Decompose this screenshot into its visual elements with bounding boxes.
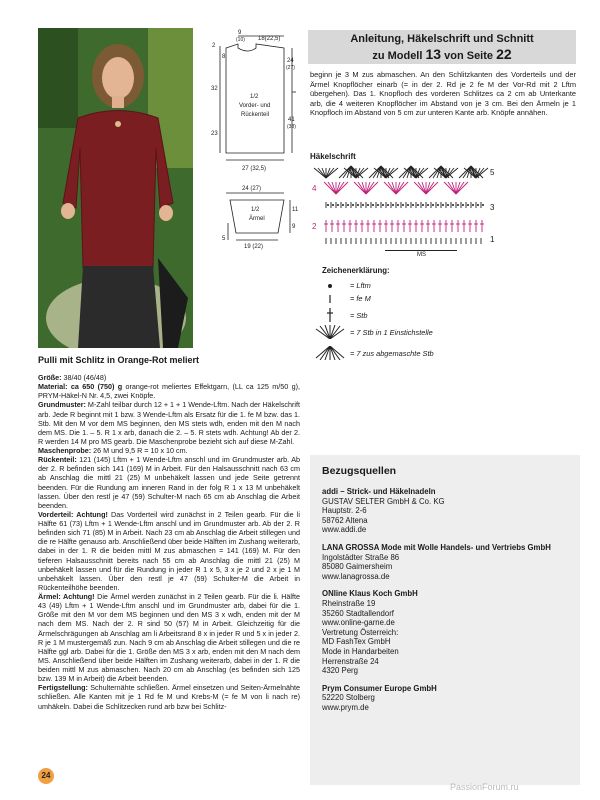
supplier-name: ONline Klaus Koch GmbH (322, 589, 418, 599)
instruction-paragraph: Grundmuster: M-Zahl teilbar durch 12 + 1 + 1 Wende-Lftm. Nach der Häkelschrift arb. Jede R beginnt mit 1 bzw. 3 Wende-Lftm als Ersatz für die 1. fe M bzw. das 1. Stb. Mit den M vor dem MS beginnen, den MS stets wdh, enden mit den M nach dem MS. Die 1. – 5. R 1 x arb, danach die 2. – 5. R stets wdh. Achtung! Ab der 2. R werden 14 M pro MS gearb. Die Maschenprobe bezieht sich auf diese M-Zahl. (38, 400, 300, 446)
supplier-entry (322, 589, 568, 675)
supplier-line: Ingolstädter Straße 86 (322, 552, 400, 562)
supplier-line: 4320 Perg (322, 666, 358, 676)
pattern-title: Pulli mit Schlitz in Orange-Rot meliert (38, 355, 200, 365)
crochet-chart (308, 160, 508, 270)
svg-text:41: 41 (288, 117, 295, 123)
dagger-icon (310, 308, 350, 322)
schem-top-left: 9 (238, 30, 242, 36)
svg-text:(27): (27) (286, 65, 295, 71)
row-label-5: 5 (490, 168, 495, 177)
svg-text:Vorder- und: Vorder- und (239, 103, 271, 109)
svg-text:(38): (38) (287, 124, 296, 130)
model-photo (38, 28, 193, 348)
pattern-instructions (38, 373, 300, 711)
svg-text:32: 32 (211, 86, 218, 92)
row-label-3: 3 (490, 203, 495, 212)
legend-item-lftm: = Lftm (310, 281, 371, 290)
instruction-paragraph: Größe: 38/40 (46/48) (38, 373, 107, 382)
legend-item-stb: = Stb (310, 308, 367, 322)
supplier-name: Prym Consumer Europe GmbH (322, 683, 437, 693)
header-line2: zu Modell 13 von Seite 22 (372, 46, 512, 62)
supplier-line: 58762 Altena (322, 515, 368, 525)
page-ref: 22 (496, 46, 512, 62)
header-line1: Anleitung, Häkelschrift und Schnitt (350, 33, 534, 45)
suppliers-box (310, 455, 580, 785)
legend-item-fem: = fe M (310, 294, 371, 303)
supplier-line: www.online-garne.de (322, 618, 395, 628)
svg-text:8: 8 (222, 54, 226, 60)
instruction-paragraph: Rückenteil: 121 (145) Lftm + 1 Wende-Lftm anschl und im Grundmuster arb. Ab der 2. R befinden sich 141 (169) M in Arbeit. Für den Halsausschnitt nach 63 cm ab Anschlag die mittl 21 (25) M unbehäkelt lassen und jede Seite getrennt beenden. Für die Rundung am inneren Rand in der folg R 1 x 13 M unbehäkelt lassen. Über den restl je 47 (59) Schulter-M nach 65 cm ab Anschlag die Arbeit beenden. (38, 455, 300, 510)
supplier-line: Hauptstr. 2-6 (322, 506, 367, 516)
supplier-name: addi – Strick- und Häkelnadeln (322, 487, 436, 496)
supplier-line: 52220 Stolberg (322, 693, 375, 703)
svg-text:27 (32,5): 27 (32,5) (242, 166, 267, 172)
suppliers-title: Bezugsquellen (322, 465, 397, 477)
row-label-4: 4 (312, 184, 317, 193)
legend-title: Zeichenerklärung: (322, 266, 390, 275)
svg-text:2: 2 (212, 43, 216, 49)
supplier-line: Herrenstraße 24 (322, 656, 379, 666)
supplier-line: www.lanagrossa.de (322, 571, 390, 581)
svg-text:24 (27): 24 (27) (242, 186, 262, 192)
instruction-paragraph: Fertigstellung: Schulternähte schließen. Ärmel einsetzen und Seiten-Ärmelnähte schließen. Alle Kanten mit je 1 Rd fe M und Krebs-M (= fe M von li nach re) umhäkeln. Dabei die Schlitzecken rund arb bzw bei Schlitz- (38, 683, 300, 711)
cluster-icon (310, 346, 350, 360)
svg-text:19 (22): 19 (22) (244, 244, 264, 250)
instructions-header (308, 30, 576, 64)
ms-label: MS (417, 252, 426, 258)
supplier-line: Mode in Handarbeiten (322, 646, 399, 656)
supplier-entry (322, 543, 568, 581)
supplier-entry (322, 487, 568, 535)
row-label-2: 2 (312, 222, 317, 231)
ms-bracket (385, 250, 457, 251)
legend-item-fan: = 7 Stb in 1 Einstichstelle (310, 325, 433, 339)
svg-text:1/2: 1/2 (250, 94, 259, 100)
dot-icon (310, 283, 350, 289)
supplier-line: Vertretung Österreich: (322, 627, 399, 637)
svg-text:Ärmel: Ärmel (249, 216, 265, 222)
svg-text:11: 11 (292, 207, 299, 213)
supplier-line: 85080 Gaimersheim (322, 562, 393, 572)
supplier-line: Rheinstraße 19 (322, 598, 376, 608)
svg-text:Rückenteil: Rückenteil (241, 112, 270, 118)
supplier-line: GUSTAV SELTER GmbH & Co. KG (322, 496, 445, 506)
model-number: 13 (425, 46, 442, 62)
supplier-line: www.addi.de (322, 525, 367, 535)
svg-text:(10): (10) (236, 37, 245, 43)
instruction-paragraph: Vorderteil: Achtung! Das Vorderteil wird zunächst in 2 Teilen gearb. Für die li Hälfte 61 (73) Lftm + 1 Wende-Lftm anschl und im Grundmuster arb. Ab der 2. R befinden sich 71 (85) M in Arbeit. Nach 23 cm ab Anschlag die Arbeit stillegen und die re Hälfte genauso arb. Anschließend über beide Hälften im Zushang weiterarb, dabei in der 1. R die beiden mittl M zus abmaschen = 141 (169) M. Für den tieferen Halsausschnitt bereits nach 55 cm ab Anschlag die mittl 21 (25) M unbehäkelt lassen und für die Rundung in jeder R 1 x 5, 3 x je 2 und 2 x je 1 M unbehäkelt lassen. Über den restl je 47 (59) Schulter-M die Arbeit in Rückenteilhöhe beenden. (38, 509, 300, 592)
supplier-line: MD FashTex GmbH (322, 637, 391, 647)
svg-text:1/2: 1/2 (251, 207, 260, 213)
svg-text:24: 24 (287, 58, 294, 64)
supplier-line: www.prym.de (322, 702, 369, 712)
chart-title: Häkelschrift (310, 152, 356, 161)
svg-text:23: 23 (211, 131, 218, 137)
watermark: PassionForum.ru (450, 782, 519, 792)
svg-text:5: 5 (222, 236, 226, 242)
svg-text:18(22,5): 18(22,5) (258, 36, 281, 42)
supplier-line: 35260 Stadtallendorf (322, 608, 394, 618)
row-label-1: 1 (490, 235, 495, 244)
instruction-paragraph: Ärmel: Achtung! Die Ärmel werden zunächst in 2 Teilen gearb. Für die li. Hälfte 43 (49) Lftm + 1 Wende-Lftm anschl und im Grundmuster arb, dabei für die 1. Größe mit den M vor dem MS beginnen und den MS 3 x wdh, enden mit der M nach dem MS. Nach der 2. R sind 50 (57) M in Arbeit. Gleichzeitig für die Ärmelschrägungen ab Anschlag am li Arbeitsrand 8 x in jeder R und 5 x in jeder 2. R je 1 M mustergemäß zun. Nach 9 cm ab Anschlag die Arbeit stillegen und die re Hälfte ggl arb. Dabei für die 1. Größe den MS 3 x arb, enden mit den M nach dem MS. Anschließend über beide Hälften im Zushang weiterarb, dabei in der 1. R die beiden mittl M zus abmaschen. Nach 20 cm ab Anschlag (es befinden sich 125 bzw. 139 M in Arbeit) die Arbeit beenden. (38, 592, 300, 684)
supplier-entry (322, 684, 568, 713)
instruction-paragraph: Material: ca 650 (750) g orange-rot meliertes Effektgarn, (LL ca 125 m/50 g), PRYM-Häkel-N Nr. 4,5, zwei Knöpfe. (38, 382, 300, 401)
fan-icon (310, 325, 350, 339)
legend-item-cluster: = 7 zus abgemaschte Stb (310, 346, 434, 360)
supplier-name: LANA GROSSA Mode mit Wolle Handels- und Vertriebs GmbH (322, 542, 551, 552)
instruction-paragraph: Maschenprobe: 26 M und 9,5 R = 10 x 10 cm. (38, 446, 188, 455)
continued-text: beginn je 3 M zus abmaschen. An den Schlitzkanten des Vorderteils und der Ärmel Knopflöcher einarb (= in der 2. Rd je 2 fe M der Vor-Rd mit 2 Lftm übergehen). Das 1. Knopfloch des vorderen Schlitzes ca 2 cm ab Unterkante arb, die 4 weiteren Knopflöcher im Abstand von je 3 cm. Bei den Ärmeln je 1 Knopfloch im Abstand von 5 cm zur unteren Kante arb. Knöpfe annähen. (310, 70, 576, 118)
bar-icon (310, 295, 350, 303)
pattern-schematic (208, 28, 300, 253)
svg-text:9: 9 (292, 224, 296, 230)
page-number: 24 (38, 768, 54, 784)
